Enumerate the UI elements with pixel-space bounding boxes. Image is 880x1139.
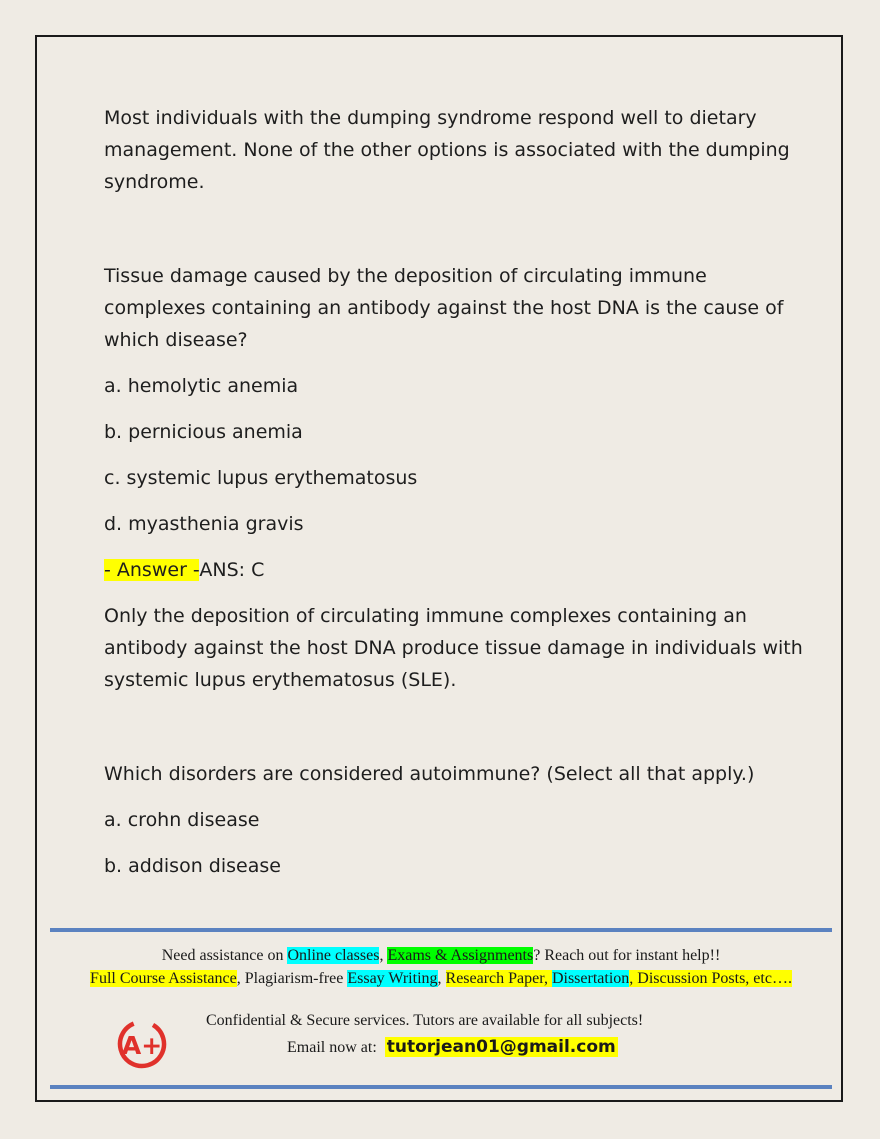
question-1: Tissue damage caused by the deposition of circulating immune complexes containing an antibody against the host DNA is the cause of which disease? <box>104 265 784 351</box>
full-course-link[interactable]: Full Course Assistance <box>90 970 237 987</box>
q2-option-b: b. addison disease <box>104 855 281 877</box>
document-body <box>104 102 804 896</box>
option-c: c. systemic lupus erythematosus <box>104 467 418 489</box>
footer-text: Need assistance on <box>161 947 288 964</box>
exams-assignments-link[interactable]: Exams & Assignments <box>387 947 534 964</box>
dissertation-link[interactable]: Dissertation <box>551 970 630 987</box>
footer-text: , <box>437 970 446 987</box>
answer-label: - Answer - <box>104 559 200 581</box>
paragraph-dumping-syndrome: Most individuals with the dumping syndrome respond well to dietary management. None of the other options is associated with the dumping syndrome. <box>104 107 790 193</box>
logo-text: A+ <box>121 1031 163 1060</box>
online-classes-link[interactable]: Online classes <box>287 947 380 964</box>
answer-value: ANS: C <box>199 559 265 581</box>
essay-writing-link[interactable]: Essay Writing <box>347 970 438 987</box>
research-paper-link[interactable]: Research Paper, <box>445 970 552 987</box>
option-a: a. hemolytic anemia <box>104 375 299 397</box>
question-2: Which disorders are considered autoimmune? (Select all that apply.) <box>104 763 755 785</box>
footer-row-1 <box>50 944 832 967</box>
footer-rule-bottom <box>50 1085 832 1089</box>
confidential-note: Confidential & Secure services. Tutors are available for all subjects! <box>206 1012 644 1029</box>
explanation-1: Only the deposition of circulating immune complexes containing an antibody against the host DNA produce tissue damage in individuals with systemic lupus erythematosus (SLE). <box>104 605 803 691</box>
footer-row-2 <box>50 967 832 990</box>
a-plus-logo-icon <box>116 1014 172 1070</box>
footer-text: ? Reach out for instant help!! <box>533 947 721 964</box>
option-d: d. myasthenia gravis <box>104 513 304 535</box>
discussion-posts-link[interactable]: Discussion Posts, etc…. <box>637 970 792 987</box>
answer-line <box>104 554 804 586</box>
email-prefix: Email now at: <box>287 1039 377 1056</box>
option-b: b. pernicious anemia <box>104 421 303 443</box>
email-row <box>287 1037 618 1057</box>
q2-option-a: a. crohn disease <box>104 809 260 831</box>
footer-text: , <box>629 970 638 987</box>
email-link[interactable]: tutorjean01@gmail.com <box>386 1037 616 1057</box>
footer-text: , <box>379 947 388 964</box>
footer-text: , Plagiarism-free <box>236 970 348 987</box>
footer-rule-top <box>50 928 832 932</box>
